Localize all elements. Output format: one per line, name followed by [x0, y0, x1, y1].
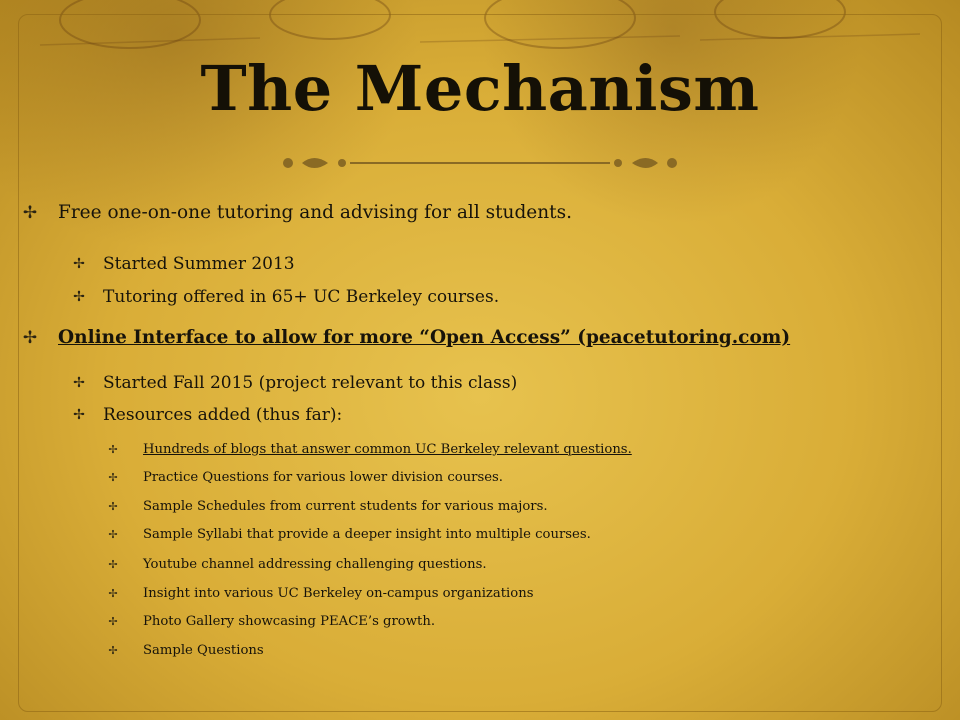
bullet-item [106, 527, 591, 542]
bullet-item [20, 327, 790, 348]
bullet-text: Youtube channel addressing challenging questions. [143, 557, 487, 572]
bullet-item [106, 499, 548, 514]
bullet-marker-icon: ✢ [108, 528, 118, 541]
bullet-marker-icon: ✢ [108, 500, 118, 513]
bullet-text: Sample Syllabi that provide a deeper insight into multiple courses. [143, 527, 591, 542]
bullet-marker-icon: ✢ [73, 407, 85, 423]
bullet-marker-icon: ✢ [73, 375, 85, 391]
bullet-text-link: Online Interface to allow for more “Open Access” (peacetutoring.com) [58, 327, 791, 348]
bullet-marker-icon: ✢ [73, 289, 85, 305]
bullet-text: Sample Questions [143, 643, 264, 658]
bullet-text: Free one-on-one tutoring and advising for all students. [58, 202, 572, 223]
bullet-item [70, 373, 517, 393]
bullet-item [70, 405, 342, 425]
bullet-item [70, 254, 295, 274]
bullet-text: Insight into various UC Berkeley on-campus organizations [143, 586, 534, 601]
bullet-text: Started Summer 2013 [103, 254, 295, 274]
bullet-item [20, 202, 572, 223]
bullet-marker-icon: ✢ [108, 644, 118, 657]
bullet-text: Photo Gallery showcasing PEACE’s growth. [143, 614, 436, 629]
bullet-item [106, 470, 503, 485]
bullet-marker-icon: ✢ [108, 615, 118, 628]
bullet-marker-icon: ✢ [22, 202, 38, 223]
bullet-item [106, 442, 632, 457]
bullet-marker-icon: ✢ [22, 327, 38, 348]
bullet-marker-icon: ✢ [108, 587, 118, 600]
bullet-marker-icon: ✢ [108, 558, 118, 571]
bullet-text: Practice Questions for various lower division courses. [143, 470, 503, 485]
bullet-item [106, 643, 264, 658]
bullet-marker-icon: ✢ [108, 471, 118, 484]
bullet-marker-icon: ✢ [73, 256, 85, 272]
bullet-text: Resources added (thus far): [103, 405, 343, 425]
bullet-item [106, 586, 533, 601]
bullet-text: Tutoring offered in 65+ UC Berkeley courses. [103, 287, 500, 307]
bullet-item [106, 557, 487, 572]
bullet-text: Sample Schedules from current students for various majors. [143, 499, 548, 514]
bullet-item [70, 287, 499, 307]
bullet-marker-icon: ✢ [108, 443, 118, 456]
bullet-text: Hundreds of blogs that answer common UC Berkeley relevant questions. [143, 442, 632, 457]
bullet-item [106, 614, 435, 629]
bullet-text: Started Fall 2015 (project relevant to this class) [103, 373, 518, 393]
slide-title: The Mechanism [200, 52, 760, 125]
